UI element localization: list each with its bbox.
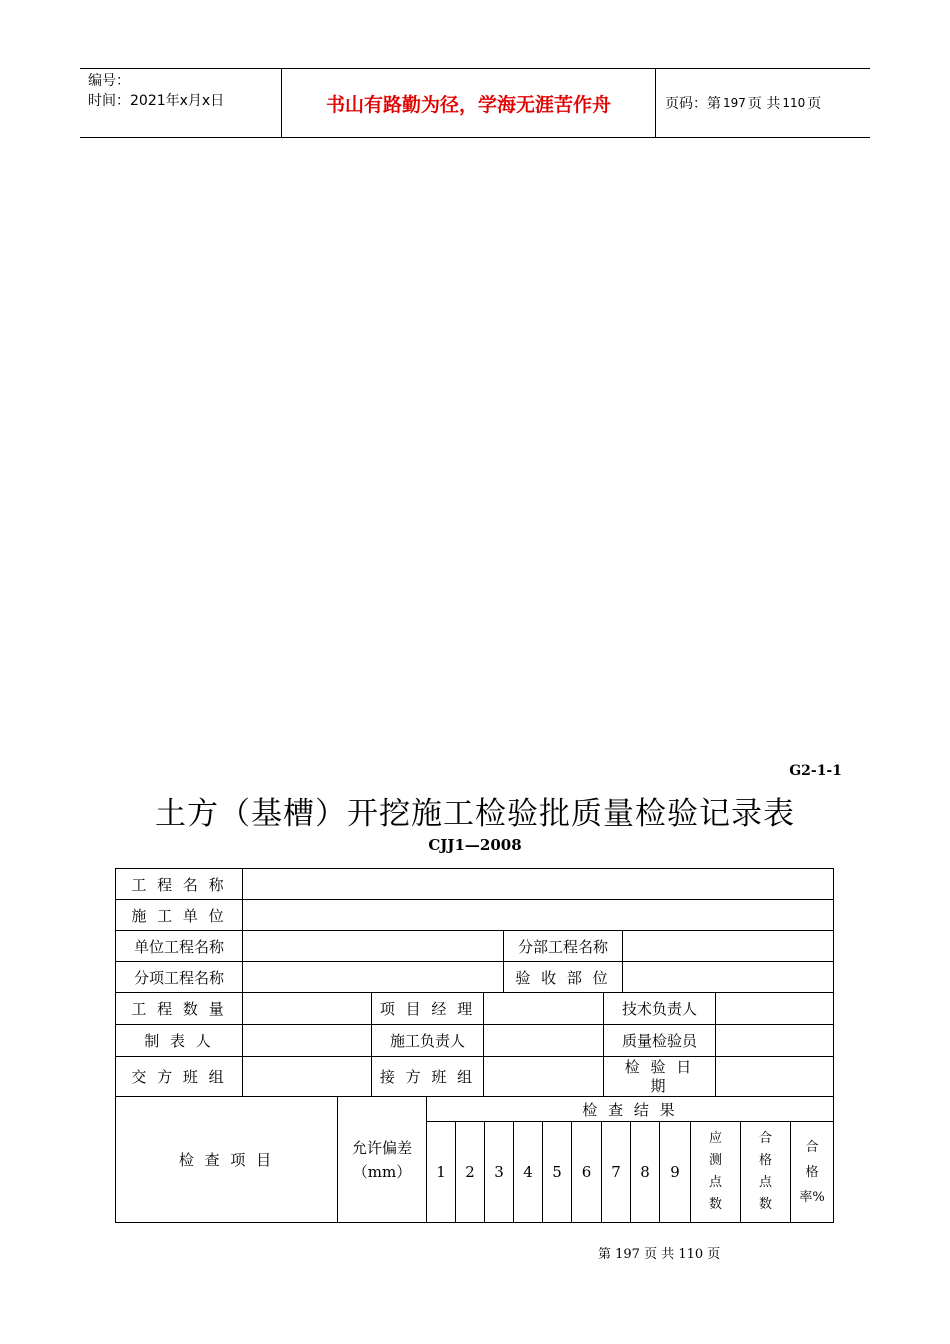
label-subitem-project: 分项工程名称: [115, 961, 243, 993]
form-standard: CJJ1—2008: [428, 836, 522, 854]
label-quantity: [115, 992, 243, 1025]
value-division-project[interactable]: [622, 930, 834, 962]
label-quality-inspector: 质量检验员: [603, 1024, 716, 1057]
label-acceptance-part-text: 验 收 部 位: [515, 968, 611, 987]
label-check-item: [115, 1096, 338, 1223]
value-quantity[interactable]: [242, 992, 372, 1025]
page-footer: 第 197 页 共 110 页: [598, 1247, 721, 1262]
label-division-project: 分部工程名称: [503, 930, 623, 962]
header-page-info: [655, 69, 870, 137]
result-col-3: 3: [484, 1121, 514, 1223]
label-inspection-date: [603, 1056, 716, 1097]
label-points-passed: 合格点数: [740, 1121, 791, 1223]
value-receiving-team[interactable]: [483, 1056, 604, 1097]
result-col-8: 8: [630, 1121, 660, 1223]
page-prefix: 页码：第: [665, 96, 721, 112]
value-contractor[interactable]: [242, 899, 834, 931]
label-check-item-text: 检 查 项 目: [178, 1151, 275, 1169]
label-project-manager-text: 项 目 经 理: [379, 1000, 476, 1018]
value-technical-lead[interactable]: [715, 992, 834, 1025]
result-col-5: 5: [542, 1121, 572, 1223]
label-handover-team-text: 交 方 班 组: [131, 1068, 227, 1086]
result-col-7: 7: [601, 1121, 631, 1223]
label-contractor: [115, 899, 243, 931]
value-tabulator[interactable]: [242, 1024, 372, 1057]
label-tabulator-text: 制 表 人: [144, 1032, 214, 1050]
label-project-name: [115, 868, 243, 900]
label-points-required: 应测点数: [690, 1121, 741, 1223]
serial-label: 编号：: [88, 73, 130, 89]
form-code: G2-1-1: [789, 763, 842, 779]
label-receiving-team: [371, 1056, 484, 1097]
label-handover-team: [115, 1056, 243, 1097]
value-handover-team[interactable]: [242, 1056, 372, 1097]
label-tolerance-text: 允许偏差: [351, 1138, 412, 1157]
result-col-9: 9: [659, 1121, 691, 1223]
label-inspection-date-text: 检 验 日 期: [624, 1057, 695, 1095]
label-construction-lead: 施工负责人: [371, 1024, 484, 1057]
label-tolerance-unit: （mm）: [352, 1162, 412, 1181]
value-acceptance-part[interactable]: [622, 961, 834, 993]
result-col-4: 4: [513, 1121, 543, 1223]
label-tolerance: [337, 1096, 427, 1223]
page-current: 197: [723, 96, 746, 110]
page-mid: 页 共: [747, 96, 781, 112]
value-construction-lead[interactable]: [483, 1024, 604, 1057]
time-label: 时间：2021年x月x日: [88, 93, 225, 109]
value-project-manager[interactable]: [483, 992, 604, 1025]
page-suffix: 页: [807, 96, 822, 112]
result-col-1: 1: [426, 1121, 456, 1223]
page-total: 110: [782, 96, 806, 110]
label-technical-lead: 技术负责人: [603, 992, 716, 1025]
header-meta: [80, 69, 281, 137]
value-quality-inspector[interactable]: [715, 1024, 834, 1057]
label-check-result: [426, 1096, 834, 1122]
form-title: 土方（基槽）开挖施工检验批质量检验记录表: [155, 796, 795, 832]
page-header: [80, 68, 870, 138]
label-project-name-text: 工 程 名 称: [131, 875, 227, 894]
value-unit-project[interactable]: [242, 930, 504, 962]
result-col-2: 2: [455, 1121, 485, 1223]
value-project-name[interactable]: [242, 868, 834, 900]
label-unit-project: 单位工程名称: [115, 930, 243, 962]
label-quantity-text: 工 程 数 量: [131, 1000, 227, 1018]
label-check-result-text: 检 查 结 果: [582, 1100, 678, 1119]
label-acceptance-part: [503, 961, 623, 993]
label-tabulator: [115, 1024, 243, 1057]
value-subitem-project[interactable]: [242, 961, 504, 993]
header-motto: 书山有路勤为径，学海无涯苦作舟: [281, 69, 656, 137]
label-contractor-text: 施 工 单 位: [131, 906, 227, 925]
result-col-6: 6: [571, 1121, 602, 1223]
label-project-manager: [371, 992, 484, 1025]
label-receiving-team-text: 接 方 班 组: [379, 1068, 476, 1086]
value-inspection-date[interactable]: [715, 1056, 834, 1097]
label-pass-rate: 合格率%: [790, 1121, 834, 1223]
